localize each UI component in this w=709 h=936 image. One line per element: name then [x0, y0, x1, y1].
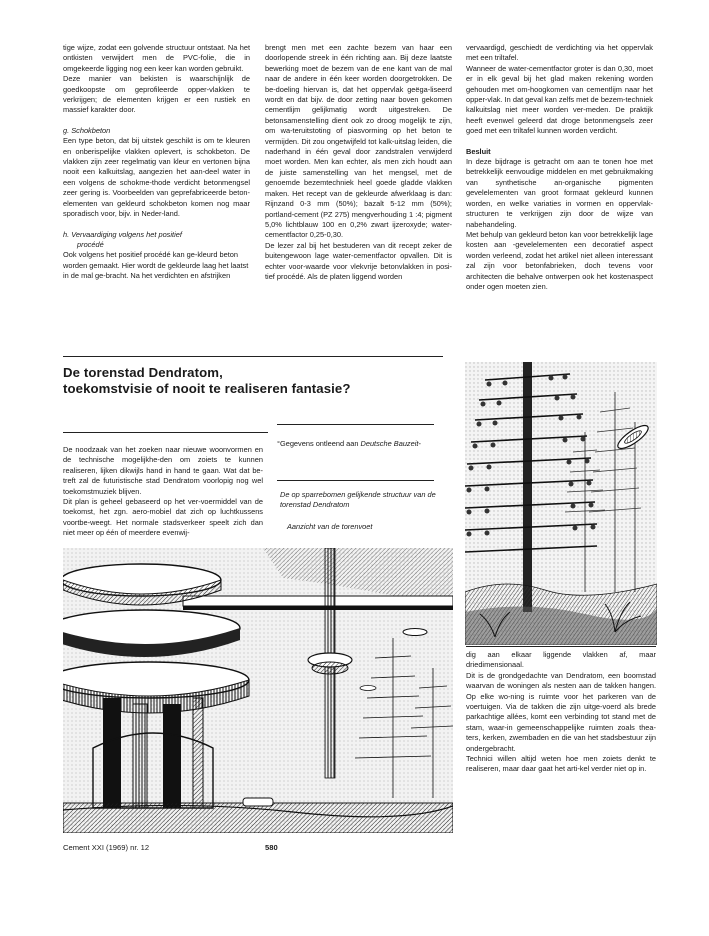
section-heading-g: g. Schokbeton [63, 125, 111, 135]
paragraph: Dit is de grondgedachte van Dendratom, een boomstad waarvan de woningen als nesten aan de takken hangen. Op elke wo-ning is ruimte voor het parkeren van de voertuigen. Via de takken die zijn uitge-voerd als brede parkachtige allées, komt een verbinding tot stand met de stam, waar-in gemeenschappelijke ruimten zoals thea-ters, kerken, zwembaden en die van het stadsbestuur zijn ondergebracht. [466, 670, 656, 753]
divider [277, 480, 434, 481]
paragraph: Dit plan is geheel gebaseerd op het ver-voermiddel van de toekomst, het zgn. aero-mobiel dat zich op luchtkussens voortbe-weegt. Het normale stadsverkeer speelt zich dan niet meer op één of meerdere evenwij- [63, 497, 263, 538]
page-number: 580 [265, 843, 278, 852]
intro-text [63, 445, 263, 539]
paragraph: vervaardigd, geschiedt de verdichting via het oppervlak met een triltafel. [466, 43, 653, 63]
source-note-prefix: °Gegevens ontleend aan [277, 439, 361, 448]
paragraph: Met behulp van gekleurd beton kan voor betrekkelijk lage kosten aan -gevelelementen een decoratief aspect worden verleend, zodat het artikel niet alleen interessant zal zijn voor betonfabrieken, doch tevens voor architecten die behalve ontwerpen ook het kostenaspect onder ogen moeten zien. [466, 229, 653, 291]
divider [63, 432, 268, 433]
headline-line-1: De torenstad Dendratom, [63, 365, 223, 380]
paragraph: De lezer zal bij het bestuderen van dit recept zeker de buitengewoon lage water-cementfactor opvallen. Dit is echter voor-waarde voor vlekvrije betonvlakken in posi-tief procédé. Als de platen liggend worden [265, 240, 452, 281]
section-heading-h: h. Vervaardiging volgens het positief [63, 229, 182, 239]
column-1 [63, 43, 250, 282]
section-heading-h-continued: procédé [77, 239, 104, 249]
column-2 [265, 43, 452, 282]
divider [466, 646, 656, 647]
paragraph: Wanneer de water-cementfactor groter is dan 0,30, moet er in elk geval bij het glad maken rekening worden gehouden met om-hoogkomen van cementlijm naar het opper-vlak. In dat geval kan zelfs met de bezem-techniek kalkuitslag niet meer worden ver-meden. De praktijk heeft evenwel geleerd dat droge betonmengsels zeer goed met een triltafel kunnen worden verdicht. [466, 63, 653, 136]
divider [277, 424, 434, 425]
headline-line-2: toekomstvisie of nooit te realiseren fantasie? [63, 381, 351, 396]
paragraph: Een type beton, dat bij uitstek geschikt is om te kleuren en onberispelijke vlakken oplevert, is schokbeton. De vlakken zijn zeer regelmatig van kleur en vertonen bijna nooit een kalkuitslag, aangezien het aan-deel water in een volgens de schokme-thode verdicht betonmengsel zeer gering is. Voorbeelden van geprefabriceerde beton-elementen van gekleurd schokbeton komen nog maar sporadisch voor, bijv. in Neder-land. [63, 136, 250, 219]
paragraph: Ook volgens het positief procédé kan ge-kleurd beton worden gemaakt. Hier wordt de gekleurde laag het laatst in de mal ge-bracht. Na het verdichten en afstrijken [63, 250, 249, 281]
source-note [277, 439, 437, 449]
paragraph: Deze manier van bekisten is waarschijnlijk de goedkoopste om geprofileerde opper-vlakken te verkrijgen; de elementen krijgen er een rustiek en massief karakter door. [63, 74, 250, 115]
paragraph: De noodzaak van het zoeken naar nieuwe woonvormen en de technische mogelijkhe-den om zoiets te kunnen realiseren, lijken dikwijls hand in hand te gaan. Wat dat be-treft zal de futuristische stad Dendratom voorlopig nog wel toekomstmuziek blijven. [63, 445, 263, 496]
paragraph: brengt men met een zachte bezem van haar een doorlopende streek in één richting aan. Bij deze laatste bewerking moet de bezem van de ene kant van de mal naar de andere in één keer worden doorgetrokken. De be-doeling hiervan is, dat het oppervlak geëga-liseerd wordt en dat bijv. de door zetting naar boven gekomen cementlijm gelijkmatig wordt uitgestreken. De betonsamenstelling dient ook zo droog mogelijk te zijn, om wa-teruitstoting of piasvorming op het beton te vermijden. Dit zou ongetwijfeld tot kalk-uitslag leiden, die naderhand in één geval door zandstralen verwijderd moet worden. Men kan echter, als men zich houdt aan de juiste samenstelling van het mengsel, met de genoemde bezemtechniek heel goede gladde vlakken maken. Het recept van de gekleurde afwerklaag is dan: Rijnzand 0-3 mm (50%); bazalt 5-12 mm (50%); portland-cement (PZ 275) mengverhouding 1 :4; pigment 5,0% lichtblauw 100 en 0,2% zwart ijzeroxyde; water-cementfactor 0,25-0,30. [265, 43, 452, 240]
column-3 [466, 43, 653, 292]
paragraph: tige wijze, zodat een golvende structuur ontstaat. Na het ontkisten verwijdert men de PVC-folie, die in omgekeerde ligging nog een keer kan worden gebruikt. [63, 43, 250, 73]
source-note-title: Deutsche Bauzeit- [360, 439, 421, 448]
paragraph: dig aan elkaar liggende vlakken af, maar driedimensionaal. [466, 650, 656, 670]
column-3-continued [466, 650, 656, 775]
section-heading-besluit: Besluit [466, 146, 491, 156]
journal-reference: Cement XXI (1969) nr. 12 [63, 843, 150, 852]
tower-base-illustration [63, 548, 453, 833]
paragraph: Technici willen altijd weten hoe men zoiets denkt te realiseren, maar daar gaat het arti-kel verder niet op in. [466, 754, 656, 774]
caption-tower-base: Aanzicht van de torenvoet [287, 522, 373, 531]
paragraph: In deze bijdrage is getracht om aan te tonen hoe met betrekkelijk eenvoudige middelen en met gebruikmaking van synthetische an-organische pigmenten gevelelementen van groot formaat gekleurd kunnen worden, en welke variaties in vormen en oppervlak-structuren te verkrijgen zijn door de wijze van nabehandeling. [466, 157, 653, 229]
divider [63, 356, 443, 357]
tree-city-illustration [465, 362, 657, 645]
article-headline [63, 365, 443, 397]
caption-structure: De op sparrebomen gelijkende structuur van de torenstad Dendratom [280, 490, 436, 510]
